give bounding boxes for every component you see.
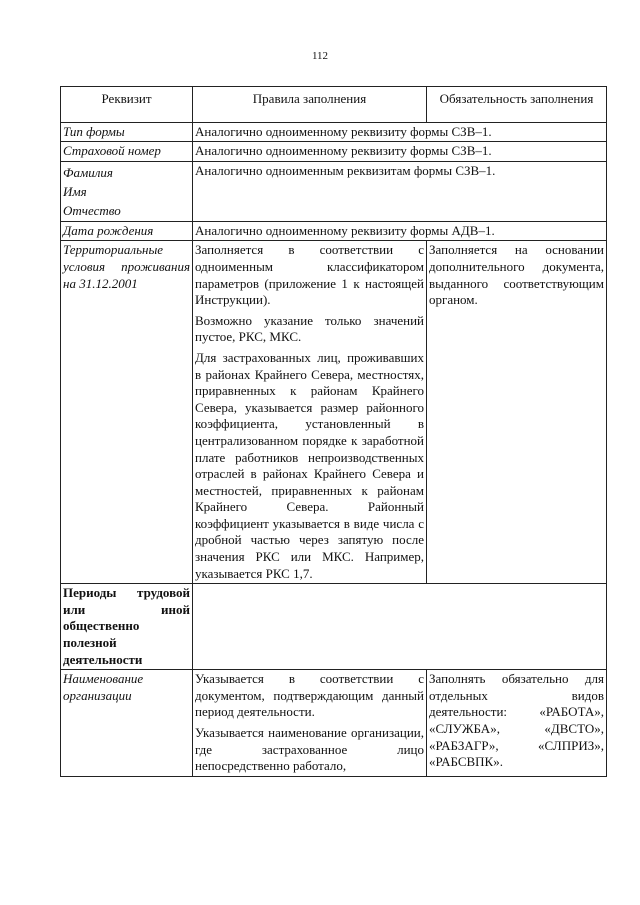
rules-paragraph: Возможно указание только значений пустое, РКС, МКС. bbox=[195, 312, 424, 345]
required-text: Заполнять обязательно для отдельных видов деятельности: «РАБОТА», «СЛУЖБА», «ДВСТО», «РАБЗАГР», «СЛПРИЗ», «РАБСВПК». bbox=[429, 671, 604, 770]
table-row bbox=[61, 122, 607, 142]
header-required: Обязательность заполнения bbox=[427, 87, 607, 123]
empty-cell bbox=[193, 584, 607, 670]
field-label-surname: Фамилия bbox=[63, 164, 113, 180]
required-text: Заполняется на основании дополнительного документа, выданного соответствующим органом. bbox=[429, 242, 604, 308]
rules-cell: Аналогично одноименным реквизитам формы СЗВ–1. bbox=[193, 161, 607, 221]
field-label-patronymic: Отчество bbox=[63, 202, 121, 218]
rules-paragraph: Указывается наименование организации, где застрахованное лицо непосредственно работало, bbox=[195, 725, 424, 774]
field-cell: Страховой номер bbox=[61, 142, 193, 162]
rules-cell: Аналогично одноименному реквизиту формы СЗВ–1. bbox=[193, 142, 607, 162]
table-row bbox=[61, 161, 607, 221]
field-cell bbox=[61, 161, 193, 221]
field-cell: Дата рождения bbox=[61, 221, 193, 241]
field-cell: Территориальные условия проживания на 31.12.2001 bbox=[61, 241, 193, 584]
rules-cell bbox=[193, 670, 427, 777]
header-requisite: Реквизит bbox=[61, 87, 193, 123]
rules-cell: Аналогично одноименному реквизиту формы СЗВ–1. bbox=[193, 122, 607, 142]
page-number: 112 bbox=[311, 50, 329, 62]
rules-paragraph: Для застрахованных лиц, проживавших в районах Крайнего Севера, местностях, приравненных к районам Крайнего Севера, указывается размер районного коэффициента, установленный в централизованном порядке к заработной плате работников непроизводственных отраслей в районах Крайнего Севера и местностей, приравненных к районам Крайнего Севера. Районный коэффициент указывается в виде числа с дробной частью через запятую после значения РКС или МКС. Например, указывается РКС 1,7. bbox=[195, 349, 424, 581]
field-label-name: Имя bbox=[63, 183, 87, 199]
rules-paragraph: Указывается в соответствии с документом, подтверждающим данный период деятельности. bbox=[195, 671, 424, 720]
field-cell: Наименование организации bbox=[61, 670, 193, 777]
table-row bbox=[61, 670, 607, 777]
table-row bbox=[61, 142, 607, 162]
header-rules: Правила заполнения bbox=[193, 87, 427, 123]
table-row bbox=[61, 221, 607, 241]
rules-cell: Аналогично одноименному реквизиту формы АДВ–1. bbox=[193, 221, 607, 241]
required-cell bbox=[427, 670, 607, 777]
table-row-section bbox=[61, 584, 607, 670]
table-row bbox=[61, 241, 607, 584]
requisites-table bbox=[60, 86, 607, 777]
section-cell: Периоды трудовой или иной общественно полезной деятельности bbox=[61, 584, 193, 670]
field-cell: Тип формы bbox=[61, 122, 193, 142]
rules-cell bbox=[193, 241, 427, 584]
required-cell bbox=[427, 241, 607, 584]
rules-paragraph: Заполняется в соответствии с одноименным классификатором параметров (приложение 1 к настоящей Инструкции). bbox=[195, 242, 424, 308]
table-header-row bbox=[61, 87, 607, 123]
